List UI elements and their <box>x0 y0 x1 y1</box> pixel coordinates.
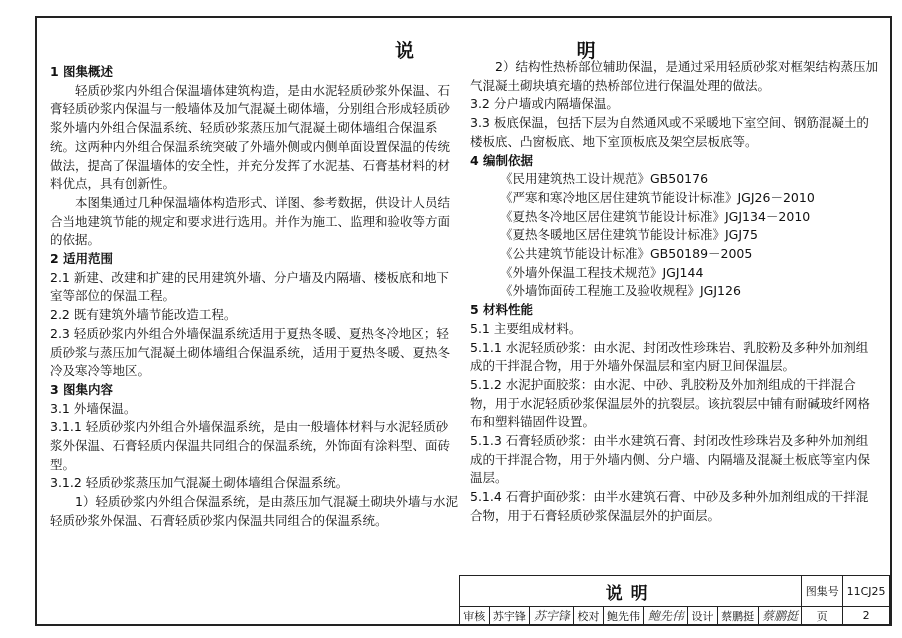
section-heading: 5 材料性能 <box>470 302 534 318</box>
paragraph: 3.3 板底保温，包括下层为自然通风或不采暖地下室空间、钢筋混凝土的楼板底、凸窗板底、地下室顶板底及架空层板底等。 <box>470 115 869 149</box>
title-block <box>459 575 890 625</box>
section-heading: 3 图集内容 <box>50 381 114 397</box>
section-heading: 1 图集概述 <box>50 64 114 79</box>
page-number: 2 <box>843 607 890 625</box>
section-heading: 2 适用范围 <box>50 251 114 267</box>
review-signature: 苏宇锋 <box>530 607 574 625</box>
paragraph: 3.1.2 轻质砂浆蒸压加气混凝土砌体墙组合保温系统。 <box>50 475 349 491</box>
page-label: 页 <box>802 607 843 625</box>
reference-item: 《外墙饰面砖工程施工及验收规程》JGJ126 <box>500 283 741 299</box>
reference-item: 《公共建筑节能设计标准》GB50189－2005 <box>500 246 753 262</box>
check-name: 鲍先伟 <box>603 607 644 625</box>
right-column <box>470 58 878 526</box>
check-label: 校对 <box>574 607 604 625</box>
reference-item: 《民用建筑热工设计规范》GB50176 <box>500 171 709 187</box>
reference-item: 《夏热冬暖地区居住建筑节能设计标准》JGJ75 <box>500 227 758 243</box>
paragraph: 5.1.1 水泥轻质砂浆：由水泥、封闭改性珍珠岩、乳胶粉及多种外加剂组成的干拌混合物，用于外墙外保温层和室内厨卫间保温层。 <box>470 339 869 374</box>
paragraph: 2.2 既有建筑外墙节能改造工程。 <box>50 307 237 323</box>
atlas-number-label: 图集号 <box>802 576 843 607</box>
title-block-title: 说明 <box>460 576 802 607</box>
review-name: 苏宇锋 <box>489 607 530 625</box>
paragraph: 3.2 分户墙或内隔墙保温。 <box>470 96 619 112</box>
page-title: 说 明 <box>395 40 674 62</box>
paragraph: 5.1.3 石膏轻质砂浆：由半水建筑石膏、封闭改性珍珠岩及多种外加剂组成的干拌混合物，用于外墙内侧、分户墙、内隔墙及混凝土板底等室内保温层。 <box>470 433 871 486</box>
reference-item: 《夏热冬冷地区居住建筑节能设计标准》JGJ134－2010 <box>500 208 811 224</box>
section-heading: 4 编制依据 <box>470 152 534 168</box>
left-column <box>50 63 460 531</box>
atlas-number: 11CJ25 <box>843 576 890 607</box>
paragraph: 5.1.4 石膏护面砂浆：由半水建筑石膏、中砂及多种外加剂组成的干拌混合物，用于石膏轻质砂浆保温层外的护面层。 <box>470 489 869 523</box>
review-label: 审核 <box>460 607 490 625</box>
design-signature: 蔡鹏挺 <box>758 607 802 625</box>
paragraph: 3.1.1 轻质砂浆内外组合外墙保温系统，是由一般墙体材料与水泥轻质砂浆外保温、石膏轻质内保温共同组合的保温系统，外饰面有涂料型、面砖型。 <box>50 419 451 472</box>
design-name: 蔡鹏挺 <box>717 607 758 625</box>
paragraph: 本图集通过几种保温墙体构造形式、详图、参考数据，供设计人员结合当地建筑节能的规定和要求进行选用。并作为施工、监理和验收等方面的依据。 <box>50 194 451 248</box>
paragraph: 3.1 外墙保温。 <box>50 400 137 416</box>
paragraph: 5.1.2 水泥护面胶浆：由水泥、中砂、乳胶粉及外加剂组成的干拌混合物，用于水泥轻质砂浆保温层外的抗裂层。该抗裂层中铺有耐碱玻纤网格布和塑料锚固件设置。 <box>470 376 871 430</box>
paragraph: 1）轻质砂浆内外组合保温系统，是由蒸压加气混凝土砌块外墙与水泥轻质砂浆外保温、石膏轻质砂浆内保温共同组合的保温系统。 <box>50 494 458 528</box>
paragraph: 轻质砂浆内外组合保温墙体建筑构造，是由水泥轻质砂浆外保温、石膏轻质砂浆内保温与一般墙体及加气混凝土砌体墙，分别组合形成轻质砂浆外墙内外组合保温系统、轻质砂浆蒸压加气混凝土砌体墙组合保温系统。这两种内外组合保温系统突破了外墙外侧或内侧单面设置保温的传统做法，提高了保温墙体的安全性，并充分发挥了水泥基、石膏基材料的材料优点，具有创新性。 <box>50 82 451 192</box>
paragraph: 2.1 新建、改建和扩建的民用建筑外墙、分户墙及内隔墙、楼板底和地下室等部位的保温工程。 <box>50 269 449 304</box>
check-signature: 鲍先伟 <box>644 607 688 625</box>
reference-item: 《外墙外保温工程技术规范》JGJ144 <box>500 264 704 280</box>
paragraph: 5.1 主要组成材料。 <box>470 320 582 336</box>
paragraph: 2）结构性热桥部位辅助保温，是通过采用轻质砂浆对框架结构蒸压加气混凝土砌块填充墙的热桥部位进行保温处理的做法。 <box>470 59 878 93</box>
paragraph: 2.3 轻质砂浆内外组合外墙保温系统适用于夏热冬暖、夏热冬冷地区；轻质砂浆与蒸压加气混凝土砌体墙组合保温系统，适用于夏热冬暖、夏热冬冷及寒冷等地区。 <box>50 325 451 379</box>
design-label: 设计 <box>688 607 718 625</box>
reference-item: 《严寒和寒冷地区居住建筑节能设计标准》JGJ26－2010 <box>500 189 815 205</box>
